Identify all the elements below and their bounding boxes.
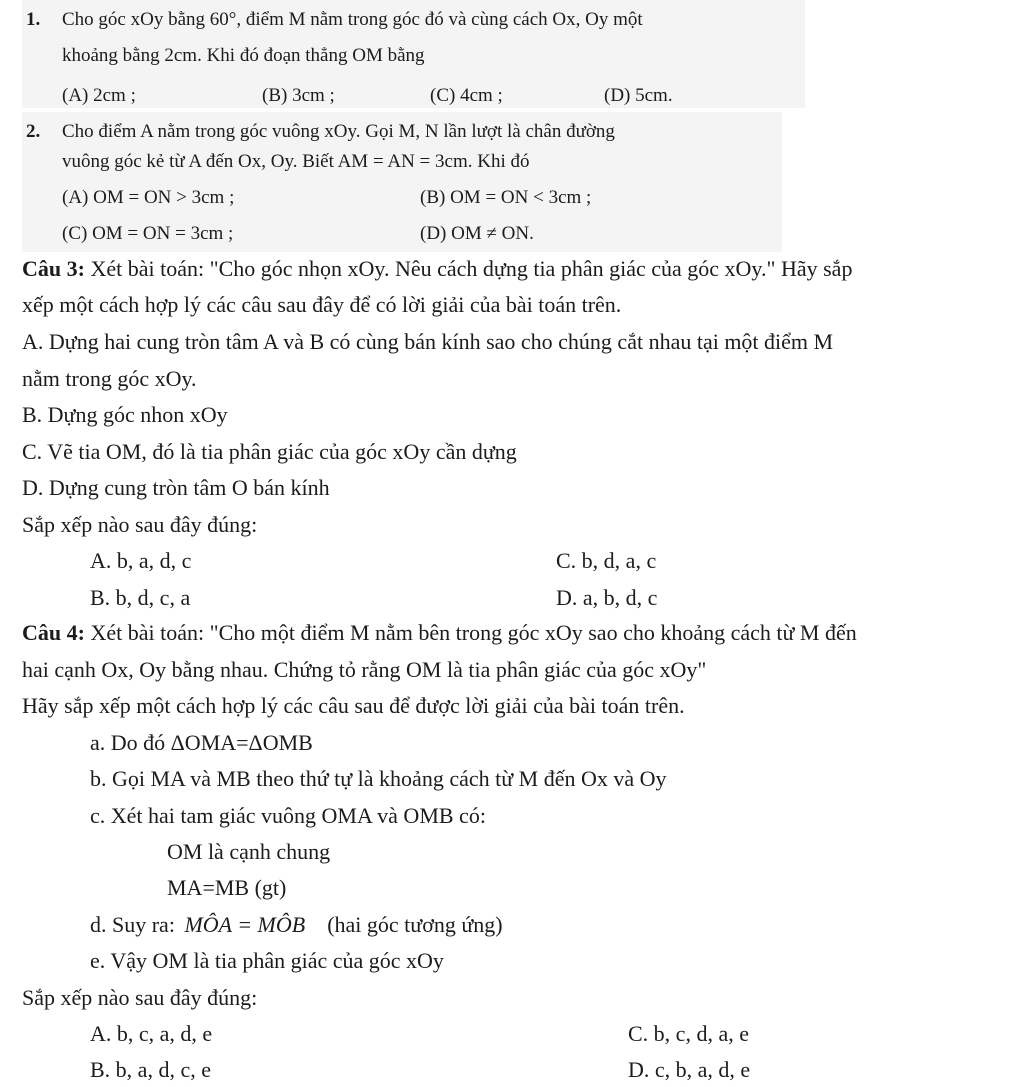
q1-option-c: (C) 4cm ;	[430, 85, 503, 106]
q4-text-1: Xét bài toán: "Cho một điểm M nằm bên trong góc xOy sao cho khoảng cách từ M đến	[84, 620, 857, 645]
q1-line-2: khoảng bằng 2cm. Khi đó đoạn thẳng OM bằng	[62, 45, 425, 66]
q4-step-d-math: MÔA = MÔB	[184, 912, 306, 937]
q2-line-1: Cho điểm A nằm trong góc vuông xOy. Gọi M, N lần lượt là chân đường	[62, 121, 615, 142]
q3-statement-b: B. Dựng góc nhon xOy	[22, 402, 228, 427]
q1-option-d: (D) 5cm.	[604, 85, 673, 106]
q3-statement-a-1: A. Dựng hai cung tròn tâm A và B có cùng bán kính sao cho chúng cắt nhau tại một điểm M	[22, 329, 834, 354]
q4-step-d-prefix: d. Suy ra:	[90, 912, 181, 937]
q3-option-b: B. b, d, c, a	[90, 585, 191, 610]
q2-option-c: (C) OM = ON = 3cm ;	[62, 223, 234, 244]
q2-option-d: (D) OM ≠ ON.	[420, 223, 534, 244]
q4-line-1	[22, 622, 857, 644]
q3-line-1	[22, 258, 852, 280]
q4-step-d-suffix: (hai góc tương ứng)	[327, 912, 503, 937]
q4-prompt: Sắp xếp nào sau đây đúng:	[22, 985, 258, 1010]
q4-step-c: c. Xét hai tam giác vuông OMA và OMB có:	[90, 803, 486, 828]
q4-line-3: Hãy sắp xếp một cách hợp lý các câu sau để được lời giải của bài toán trên.	[22, 693, 685, 718]
q4-option-a: A. b, c, a, d, e	[90, 1021, 213, 1046]
q4-option-b: B. b, a, d, c, e	[90, 1057, 211, 1082]
q2-number: 2.	[26, 121, 41, 142]
q3-option-c: C. b, d, a, c	[556, 548, 657, 573]
q1-option-a: (A) 2cm ;	[62, 85, 136, 106]
q4-step-e: e. Vậy OM là tia phân giác của góc xOy	[90, 948, 444, 973]
q4-line-2: hai cạnh Ox, Oy bằng nhau. Chứng tỏ rằng OM là tia phân giác của góc xOy"	[22, 657, 707, 682]
q3-option-d: D. a, b, d, c	[556, 585, 658, 610]
q3-label: Câu 3:	[22, 256, 85, 281]
q4-step-c-2: MA=MB (gt)	[167, 875, 287, 900]
q4-step-a: a. Do đó ΔOMA=ΔOMB	[90, 730, 313, 755]
q3-prompt: Sắp xếp nào sau đây đúng:	[22, 512, 258, 537]
q3-option-a: A. b, a, d, c	[90, 548, 192, 573]
q1-number: 1.	[26, 9, 41, 30]
q2-line-2: vuông góc kẻ từ A đến Ox, Oy. Biết AM = AN = 3cm. Khi đó	[62, 151, 530, 172]
q1-line-1: Cho góc xOy bằng 60°, điểm M nằm trong góc đó và cùng cách Ox, Oy một	[62, 9, 643, 30]
q4-step-b: b. Gọi MA và MB theo thứ tự là khoảng cách từ M đến Ox và Oy	[90, 766, 667, 791]
q1-option-b: (B) 3cm ;	[262, 85, 335, 106]
q4-option-c: C. b, c, d, a, e	[628, 1021, 749, 1046]
q3-line-2: xếp một cách hợp lý các câu sau đây để có lời giải của bài toán trên.	[22, 292, 622, 317]
q2-option-a: (A) OM = ON > 3cm ;	[62, 187, 235, 208]
q3-text-1: Xét bài toán: "Cho góc nhọn xOy. Nêu cách dựng tia phân giác của góc xOy." Hãy sắp	[84, 256, 853, 281]
q4-label: Câu 4:	[22, 620, 85, 645]
q3-statement-d: D. Dựng cung tròn tâm O bán kính	[22, 475, 330, 500]
q2-option-b: (B) OM = ON < 3cm ;	[420, 187, 592, 208]
q3-statement-a-2: nằm trong góc xOy.	[22, 366, 197, 391]
q3-statement-c: C. Vẽ tia OM, đó là tia phân giác của góc xOy cần dựng	[22, 439, 517, 464]
q4-step-d	[90, 914, 503, 936]
q4-step-c-1: OM là cạnh chung	[167, 839, 331, 864]
q4-option-d: D. c, b, a, d, e	[628, 1057, 751, 1082]
